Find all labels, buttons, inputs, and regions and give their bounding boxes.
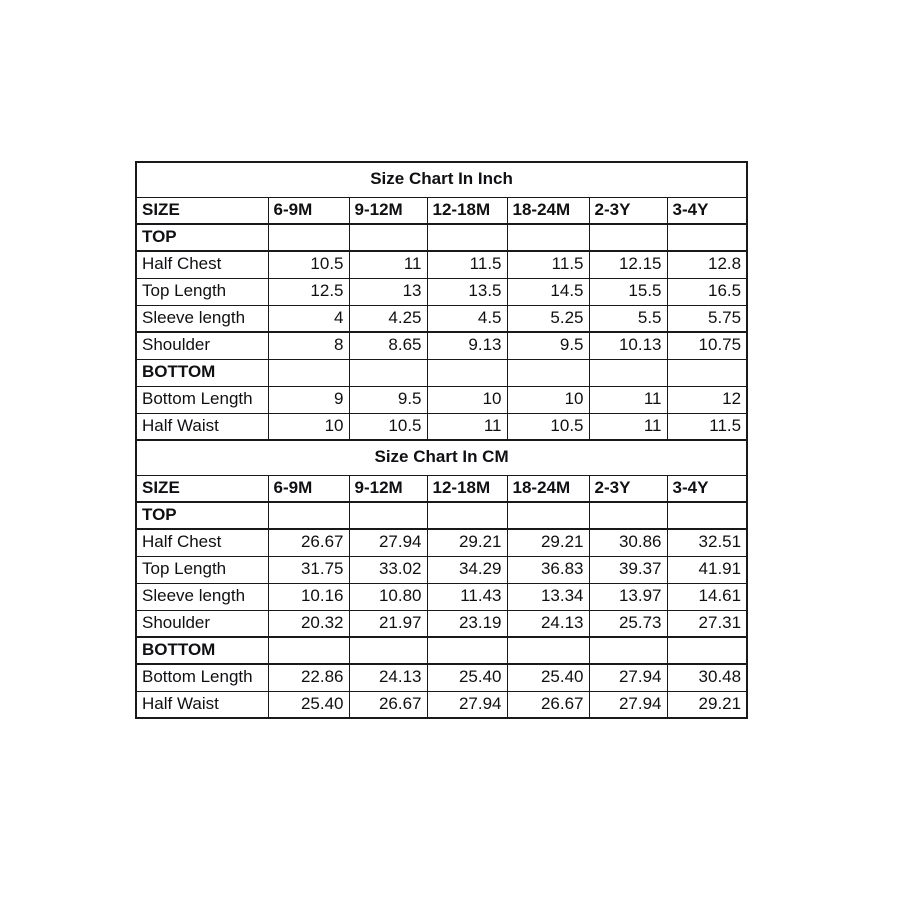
inch-column-header-9-12m: 9-12M [349, 197, 427, 224]
size-value: 29.21 [507, 529, 589, 556]
size-value: 13 [349, 278, 427, 305]
size-value: 26.67 [349, 691, 427, 718]
size-chart-table-container [135, 161, 746, 719]
inch-row-sleeve-length [136, 305, 747, 332]
size-value: 9.13 [427, 332, 507, 359]
empty-cell [427, 637, 507, 664]
empty-cell [507, 224, 589, 251]
measurement-label: Half Waist [136, 413, 268, 440]
empty-cell [589, 359, 667, 386]
size-value: 14.5 [507, 278, 589, 305]
cm-section-label-top: TOP [136, 502, 268, 529]
inch-row-shoulder [136, 332, 747, 359]
measurement-label: Sleeve length [136, 583, 268, 610]
size-value: 16.5 [667, 278, 747, 305]
inch-section-label-top: TOP [136, 224, 268, 251]
empty-cell [268, 502, 349, 529]
size-value: 12 [667, 386, 747, 413]
size-value: 11.5 [667, 413, 747, 440]
cm-table-title: Size Chart In CM [136, 440, 747, 475]
empty-cell [507, 637, 589, 664]
size-value: 4.5 [427, 305, 507, 332]
size-value: 5.25 [507, 305, 589, 332]
size-value: 25.73 [589, 610, 667, 637]
measurement-label: Half Waist [136, 691, 268, 718]
size-value: 9.5 [507, 332, 589, 359]
empty-cell [589, 637, 667, 664]
size-value: 11 [349, 251, 427, 278]
measurement-label: Half Chest [136, 529, 268, 556]
inch-row-bottom-length [136, 386, 747, 413]
inch-table-title: Size Chart In Inch [136, 162, 747, 197]
empty-cell [268, 637, 349, 664]
cm-row-top-length [136, 556, 747, 583]
size-value: 8.65 [349, 332, 427, 359]
empty-cell [349, 359, 427, 386]
size-value: 10.16 [268, 583, 349, 610]
size-value: 26.67 [268, 529, 349, 556]
size-value: 27.94 [349, 529, 427, 556]
size-value: 5.5 [589, 305, 667, 332]
size-value: 4 [268, 305, 349, 332]
size-value: 15.5 [589, 278, 667, 305]
empty-cell [349, 224, 427, 251]
size-value: 11 [589, 413, 667, 440]
cm-column-header-12-18m: 12-18M [427, 475, 507, 502]
measurement-label: Half Chest [136, 251, 268, 278]
size-value: 20.32 [268, 610, 349, 637]
cm-row-half-chest [136, 529, 747, 556]
size-value: 29.21 [667, 691, 747, 718]
size-value: 10 [268, 413, 349, 440]
size-value: 8 [268, 332, 349, 359]
inch-row-half-waist [136, 413, 747, 440]
empty-cell [507, 502, 589, 529]
measurement-label: Sleeve length [136, 305, 268, 332]
cm-column-header-size: SIZE [136, 475, 268, 502]
measurement-label: Top Length [136, 278, 268, 305]
size-value: 22.86 [268, 664, 349, 691]
measurement-label: Bottom Length [136, 664, 268, 691]
empty-cell [349, 502, 427, 529]
inch-column-header-6-9m: 6-9M [268, 197, 349, 224]
inch-section-row-top [136, 224, 747, 251]
size-value: 30.86 [589, 529, 667, 556]
size-value: 36.83 [507, 556, 589, 583]
measurement-label: Shoulder [136, 610, 268, 637]
size-value: 31.75 [268, 556, 349, 583]
empty-cell [667, 359, 747, 386]
empty-cell [589, 224, 667, 251]
size-value: 13.5 [427, 278, 507, 305]
size-value: 25.40 [268, 691, 349, 718]
inch-section-row-bottom [136, 359, 747, 386]
size-value: 30.48 [667, 664, 747, 691]
inch-section-label-bottom: BOTTOM [136, 359, 268, 386]
size-value: 12.8 [667, 251, 747, 278]
empty-cell [349, 637, 427, 664]
cm-column-header-18-24m: 18-24M [507, 475, 589, 502]
cm-row-sleeve-length [136, 583, 747, 610]
inch-column-header-18-24m: 18-24M [507, 197, 589, 224]
empty-cell [427, 359, 507, 386]
size-value: 27.94 [427, 691, 507, 718]
size-value: 12.15 [589, 251, 667, 278]
size-value: 10 [507, 386, 589, 413]
inch-column-header-size: SIZE [136, 197, 268, 224]
size-value: 11.5 [427, 251, 507, 278]
cm-column-header-6-9m: 6-9M [268, 475, 349, 502]
empty-cell [427, 502, 507, 529]
empty-cell [667, 637, 747, 664]
size-value: 10.75 [667, 332, 747, 359]
empty-cell [507, 359, 589, 386]
size-value: 10 [427, 386, 507, 413]
cm-column-header-3-4y: 3-4Y [667, 475, 747, 502]
cm-column-header-9-12m: 9-12M [349, 475, 427, 502]
cm-section-row-top [136, 502, 747, 529]
size-value: 11.5 [507, 251, 589, 278]
empty-cell [589, 502, 667, 529]
size-value: 21.97 [349, 610, 427, 637]
size-value: 24.13 [349, 664, 427, 691]
inch-column-header-2-3y: 2-3Y [589, 197, 667, 224]
size-value: 13.97 [589, 583, 667, 610]
cm-header-row [136, 475, 747, 502]
size-value: 25.40 [507, 664, 589, 691]
cm-section-row-bottom [136, 637, 747, 664]
cm-row-shoulder [136, 610, 747, 637]
size-value: 27.31 [667, 610, 747, 637]
size-value: 9.5 [349, 386, 427, 413]
size-value: 5.75 [667, 305, 747, 332]
size-chart-table [135, 161, 748, 719]
size-value: 9 [268, 386, 349, 413]
size-value: 11.43 [427, 583, 507, 610]
measurement-label: Bottom Length [136, 386, 268, 413]
empty-cell [667, 502, 747, 529]
size-value: 10.5 [349, 413, 427, 440]
cm-column-header-2-3y: 2-3Y [589, 475, 667, 502]
size-value: 14.61 [667, 583, 747, 610]
size-value: 23.19 [427, 610, 507, 637]
empty-cell [427, 224, 507, 251]
size-value: 41.91 [667, 556, 747, 583]
inch-row-half-chest [136, 251, 747, 278]
empty-cell [667, 224, 747, 251]
size-value: 32.51 [667, 529, 747, 556]
size-value: 10.5 [507, 413, 589, 440]
size-value: 10.13 [589, 332, 667, 359]
size-value: 27.94 [589, 691, 667, 718]
size-value: 29.21 [427, 529, 507, 556]
inch-header-row [136, 197, 747, 224]
cm-row-bottom-length [136, 664, 747, 691]
size-value: 27.94 [589, 664, 667, 691]
cm-row-half-waist [136, 691, 747, 718]
size-value: 13.34 [507, 583, 589, 610]
inch-table-title-row [136, 162, 747, 197]
size-value: 10.80 [349, 583, 427, 610]
size-value: 11 [589, 386, 667, 413]
cm-table-title-row [136, 440, 747, 475]
size-value: 25.40 [427, 664, 507, 691]
size-value: 10.5 [268, 251, 349, 278]
empty-cell [268, 224, 349, 251]
size-value: 39.37 [589, 556, 667, 583]
measurement-label: Shoulder [136, 332, 268, 359]
inch-column-header-12-18m: 12-18M [427, 197, 507, 224]
inch-column-header-3-4y: 3-4Y [667, 197, 747, 224]
cm-section-label-bottom: BOTTOM [136, 637, 268, 664]
size-value: 12.5 [268, 278, 349, 305]
size-value: 24.13 [507, 610, 589, 637]
size-value: 11 [427, 413, 507, 440]
size-value: 26.67 [507, 691, 589, 718]
inch-row-top-length [136, 278, 747, 305]
size-value: 4.25 [349, 305, 427, 332]
measurement-label: Top Length [136, 556, 268, 583]
size-value: 34.29 [427, 556, 507, 583]
empty-cell [268, 359, 349, 386]
size-value: 33.02 [349, 556, 427, 583]
